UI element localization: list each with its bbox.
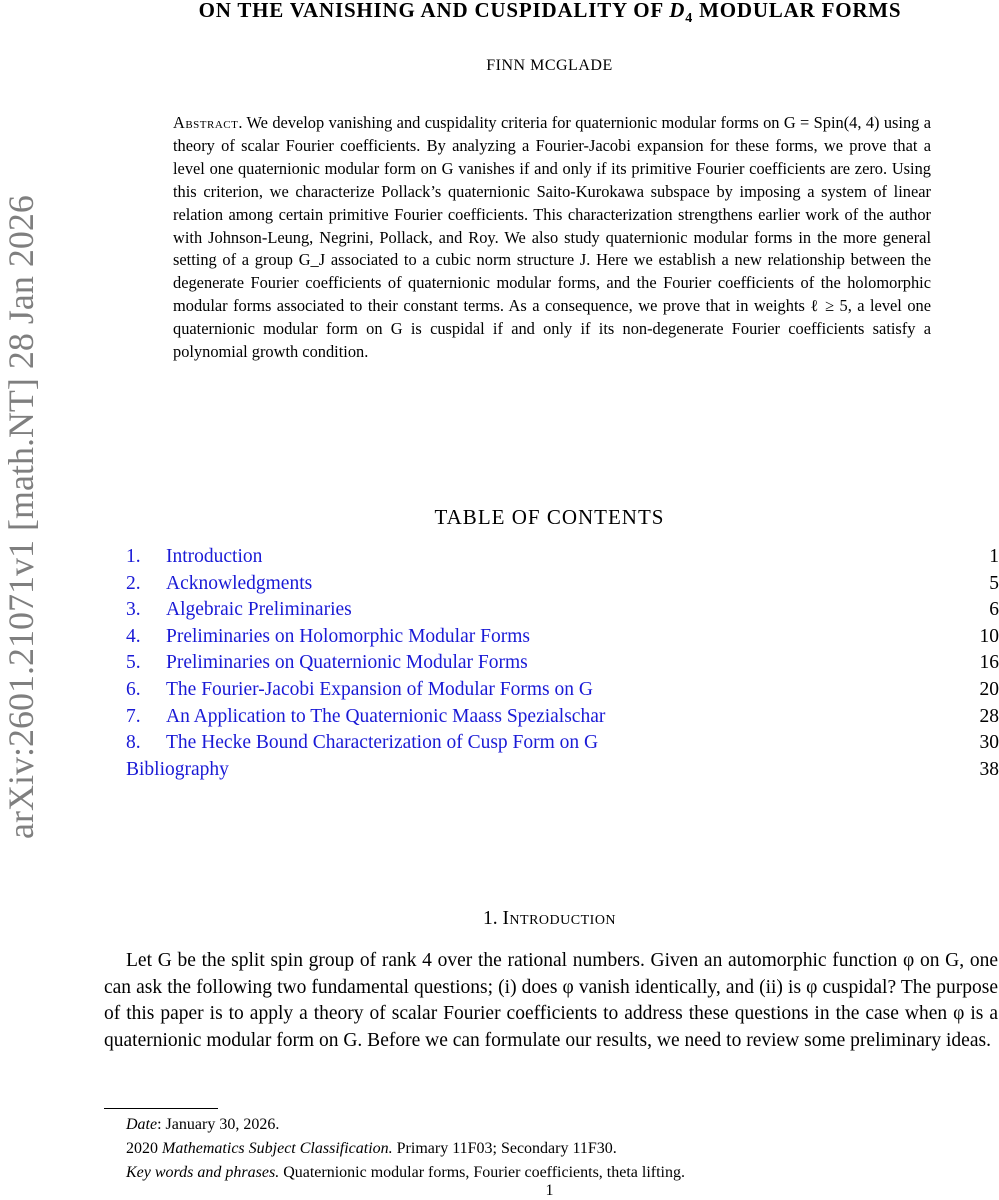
toc-entry-page: 28 [979, 705, 999, 727]
keywords-value: Quaternionic modular forms, Fourier coefficients, theta lifting. [279, 1164, 685, 1181]
toc-entry-link[interactable]: Acknowledgments [166, 572, 313, 594]
toc-entry-link[interactable]: An Application to The Quaternionic Maass Spezialschar [166, 705, 606, 727]
toc-entry-link[interactable]: Preliminaries on Quaternionic Modular Forms [166, 652, 528, 674]
toc-heading: TABLE OF CONTENTS [434, 505, 665, 529]
toc-entry-link[interactable]: The Fourier-Jacobi Expansion of Modular Forms on G [166, 678, 593, 700]
msc-label: Mathematics Subject Classification. [162, 1140, 393, 1157]
table-of-contents [126, 544, 999, 783]
date-value: : January 30, 2026. [157, 1116, 280, 1133]
toc-entry-link[interactable]: Preliminaries on Holomorphic Modular Forms [166, 625, 530, 647]
toc-entry[interactable] [126, 650, 999, 677]
toc-entry-link[interactable]: The Hecke Bound Characterization of Cusp Form on G [166, 732, 599, 754]
toc-entry-page: 30 [979, 732, 999, 754]
footnote-date [126, 1113, 996, 1137]
toc-entry-number[interactable]: 2. [126, 572, 141, 594]
introduction-paragraph: Let G be the split spin group of rank 4 over the rational numbers. Given an automorphic function φ on G, one can ask the following two fundamental questions; (i) does φ vanish identically, and (ii) is φ cuspidal? The purpose of this paper is to apply a theory of scalar Fourier coefficients to address these questions in the case when φ is a quaternionic modular form on G. Before we can formulate our results, we need to review some preliminary ideas. [104, 950, 998, 1052]
toc-entry[interactable] [126, 571, 999, 598]
section-title: Introduction [502, 908, 617, 929]
abstract-label: Abstract [173, 113, 239, 132]
toc-entry[interactable] [126, 597, 999, 624]
toc-entry[interactable] [126, 624, 999, 651]
toc-entry-page: 20 [979, 678, 999, 700]
title-prefix: ON THE VANISHING AND CUSPIDALITY OF [198, 0, 670, 22]
toc-entry[interactable] [126, 757, 999, 784]
section-number: 1. [482, 908, 498, 929]
footnote-msc [126, 1137, 996, 1161]
keywords-label: Key words and phrases. [126, 1164, 280, 1181]
toc-entry-number[interactable]: 5. [126, 652, 141, 674]
toc-entry-number[interactable]: 6. [126, 678, 141, 700]
author-name: FINN MCGLADE [486, 57, 613, 74]
toc-entry[interactable] [126, 677, 999, 704]
title-math-d: D [669, 0, 686, 22]
toc-entry-page: 38 [979, 758, 999, 780]
toc-entry-page: 1 [989, 546, 999, 567]
toc-entry-link[interactable]: Introduction [166, 546, 263, 567]
toc-entry-number[interactable]: 4. [126, 625, 141, 647]
toc-entry-link[interactable]: Algebraic Preliminaries [166, 599, 352, 621]
toc-entry-number[interactable]: 7. [126, 705, 141, 727]
toc-entry-number[interactable]: 3. [126, 599, 141, 621]
page-number: 1 [545, 1182, 554, 1199]
toc-entry-page: 5 [989, 572, 999, 594]
footnote-rule [104, 1108, 218, 1109]
msc-value: Primary 11F03; Secondary 11F30. [392, 1140, 617, 1157]
title-suffix: MODULAR FORMS [693, 0, 902, 22]
toc-entry-page: 16 [979, 652, 999, 674]
toc-entry-number[interactable]: 1. [126, 546, 141, 567]
section-heading [100, 908, 999, 930]
paper-title [80, 0, 999, 27]
date-label: Date [126, 1116, 158, 1133]
toc-entry[interactable] [126, 544, 999, 571]
toc-entry-link[interactable]: Bibliography [126, 758, 229, 780]
abstract [173, 112, 931, 364]
arxiv-identifier-stamp: arXiv:2601.21071v1 [math.NT] 28 Jan 2026 [1, 195, 41, 839]
msc-year: 2020 [126, 1140, 162, 1157]
toc-entry-page: 6 [989, 599, 999, 621]
toc-entry[interactable] [126, 730, 999, 757]
toc-entry-page: 10 [979, 625, 999, 647]
toc-entry[interactable] [126, 704, 999, 731]
toc-entry-number[interactable]: 8. [126, 732, 141, 754]
footnotes [126, 1113, 996, 1185]
abstract-text: . We develop vanishing and cuspidality criteria for quaternionic modular forms on G = Spin(4, 4) using a theory of scalar Fourier coefficients. By analyzing a Fourier-Jacobi expansion for these forms, we prove that a level one quaternionic modular form on G vanishes if and only if its primitive Fourier coefficients are zero. Using this criterion, we characterize Pollack’s quaternionic Saito-Kurokawa subspace by imposing a system of linear relation among certain primitive Fourier coefficients. This characterization strengthens earlier work of the author with Johnson-Leung, Negrini, Pollack, and Roy. We also study quaternionic modular forms in the more general setting of a group G_J associated to a cubic norm structure J. Here we establish a new relationship between the degenerate Fourier coefficients of quaternionic modular forms, and the Fourier coefficients of the holomorphic modular forms associated to their constant terms. As a consequence, we prove that in weights ℓ ≥ 5, a level one quaternionic modular form on G is cuspidal if and only if its non-degenerate Fourier coefficients satisfy a polynomial growth condition. [173, 113, 931, 362]
title-math-subscript: 4 [685, 11, 694, 27]
